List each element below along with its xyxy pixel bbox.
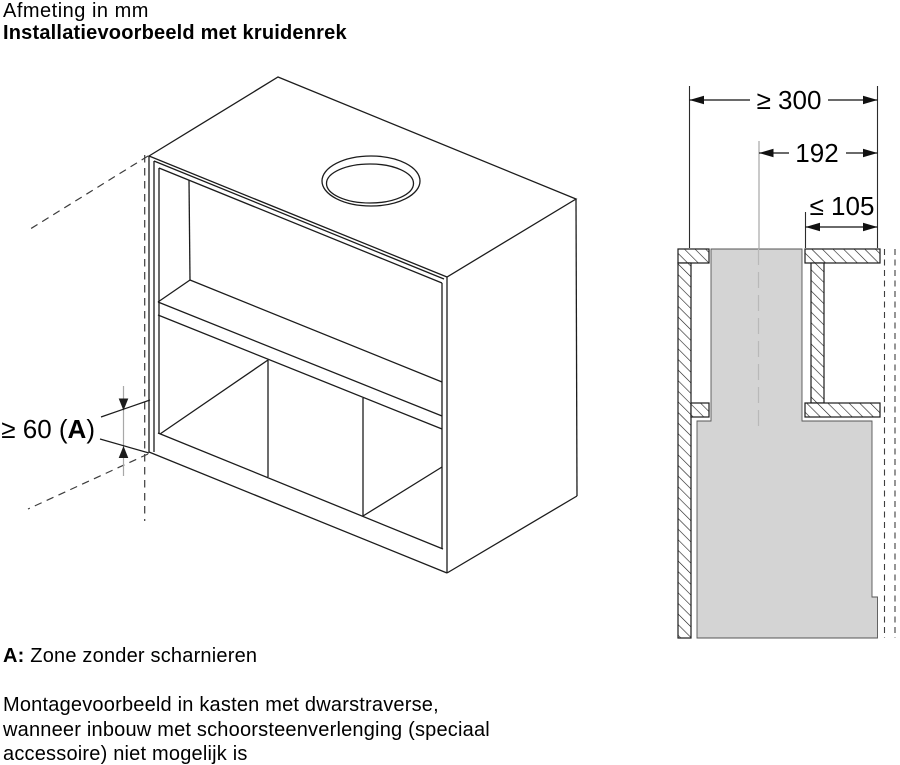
mounting-note-line: accessoire) niet mogelijk is	[3, 743, 248, 765]
dim-center-label: 192	[795, 138, 839, 168]
page-title: Installatievoorbeeld met kruidenrek	[3, 22, 347, 44]
zone-dimension	[100, 386, 150, 476]
right-top-traverse	[805, 249, 880, 263]
mounting-note-line: wanneer inbouw met schoorsteenverlenging (speciaal	[3, 718, 490, 741]
duct-hole	[322, 156, 420, 206]
cabinet-isometric-view	[1, 77, 577, 573]
dimension-width-min	[690, 85, 878, 115]
zone-key-text: Zone zonder scharnieren	[24, 645, 258, 667]
dimension-note: Afmeting in mm	[3, 0, 149, 22]
mounting-note-line: Montagevoorbeeld in kasten met dwarstraverse,	[3, 694, 439, 716]
zone-arrow-up	[119, 446, 129, 458]
zone-dimension-label: ≥ 60 (A)	[1, 414, 95, 444]
dim-side-max-label: ≤ 105	[809, 191, 875, 221]
zone-key-letter: A:	[3, 645, 25, 667]
cabinet-dividers	[268, 360, 442, 516]
cabinet-interior-edges	[160, 180, 268, 434]
section-dashed-wall-lines	[885, 249, 896, 638]
dim-width-min-label: ≥ 300	[756, 85, 822, 115]
left-side-wall	[678, 263, 691, 638]
cross-section-view	[678, 85, 895, 638]
right-cross-traverse	[805, 403, 880, 417]
hood-duct-body	[697, 249, 878, 638]
mounting-note	[3, 693, 490, 765]
left-top-traverse	[678, 249, 709, 263]
left-cross-traverse	[691, 403, 709, 417]
right-side-wall	[811, 263, 824, 403]
zone-key	[3, 645, 257, 668]
zone-arrow-down	[119, 399, 129, 411]
dimension-center	[759, 138, 878, 168]
dimension-side-max	[806, 191, 878, 231]
cabinet-construction-dashes	[27, 155, 148, 521]
cabinet-front-frame	[154, 161, 444, 549]
